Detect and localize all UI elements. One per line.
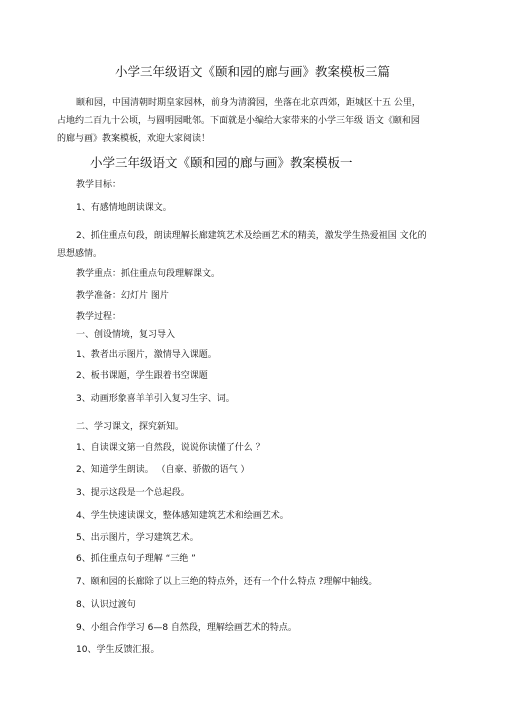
step-2-item-1: 1、自读课文第一自然段，说说你读懂了什么 ？ <box>76 443 265 453</box>
step-2-item-8: 8、认识过渡句 <box>76 600 136 610</box>
teaching-process-label: 教学过程： <box>76 312 122 322</box>
step-2-item-9: 9、小组合作学习 6—8 自然段，理解绘画艺术的特点。 <box>76 623 297 633</box>
step-2-item-4: 4、学生快速读课文，整体感知建筑艺术和绘画艺术。 <box>76 511 289 521</box>
step-2-item-2: 2、知道学生朗读。 （自豪、骄傲的语气 ） <box>76 465 250 475</box>
step-2-item-7: 7、颐和园的长廊除了以上三绝的特点外，还有一个什么特点 ?理解中轴线。 <box>76 577 378 587</box>
teaching-preparation: 教学准备：幻灯片 图片 <box>76 291 169 301</box>
step-2-item-3: 3、提示这段是一个总起段。 <box>76 488 190 498</box>
step-1-item-2: 2、板书课题，学生跟着书空课题 <box>76 371 208 381</box>
step-1-item-1: 1、教者出示图片，激情导入课题。 <box>76 350 217 360</box>
step-1-item-3: 3、动画形象喜羊羊引入复习生字、词。 <box>76 394 235 404</box>
teaching-goal-1: 1、有感情地朗读课文。 <box>76 203 172 213</box>
section-title: 小学三年级语文《颐和园的廊与画》教案模板一 <box>90 155 353 170</box>
step-1-heading: 一、创设情境，复习导入 <box>76 330 176 340</box>
teaching-goal-2-line-2: 思想感情。 <box>57 249 103 259</box>
document-title: 小学三年级语文《颐和园的廊与画》教案模板三篇 <box>114 64 390 79</box>
intro-line-3: 的廊与画》教案模板，欢迎大家阅读！ <box>57 134 211 144</box>
teaching-goal-label: 教学目标： <box>76 180 122 190</box>
step-2-item-5: 5、出示图片，学习建筑艺术。 <box>76 533 199 543</box>
step-2-item-10: 10、学生反馈汇报。 <box>76 645 160 655</box>
step-2-heading: 二、学习课文，探究新知。 <box>76 422 185 432</box>
intro-line-1: 颐和园，中国清朝时期皇家园林，前身为清漪园，坐落在北京西郊，距城区十五 公里， <box>76 98 421 108</box>
intro-line-2: 占地约二百九十公顷，与圆明园毗邻。下面就是小编给大家带来的小学三年级 语文《颐和园 <box>57 116 420 126</box>
teaching-key-point: 教学重点：抓住重点句段理解课文。 <box>76 269 221 279</box>
step-2-item-6: 6、抓住重点句子理解 “三绝 ” <box>76 554 196 564</box>
teaching-goal-2-line-1: 2、抓住重点句段，朗读理解长廊建筑艺术及绘画艺术的精美，激发学生热爱祖国 文化的 <box>76 231 427 241</box>
